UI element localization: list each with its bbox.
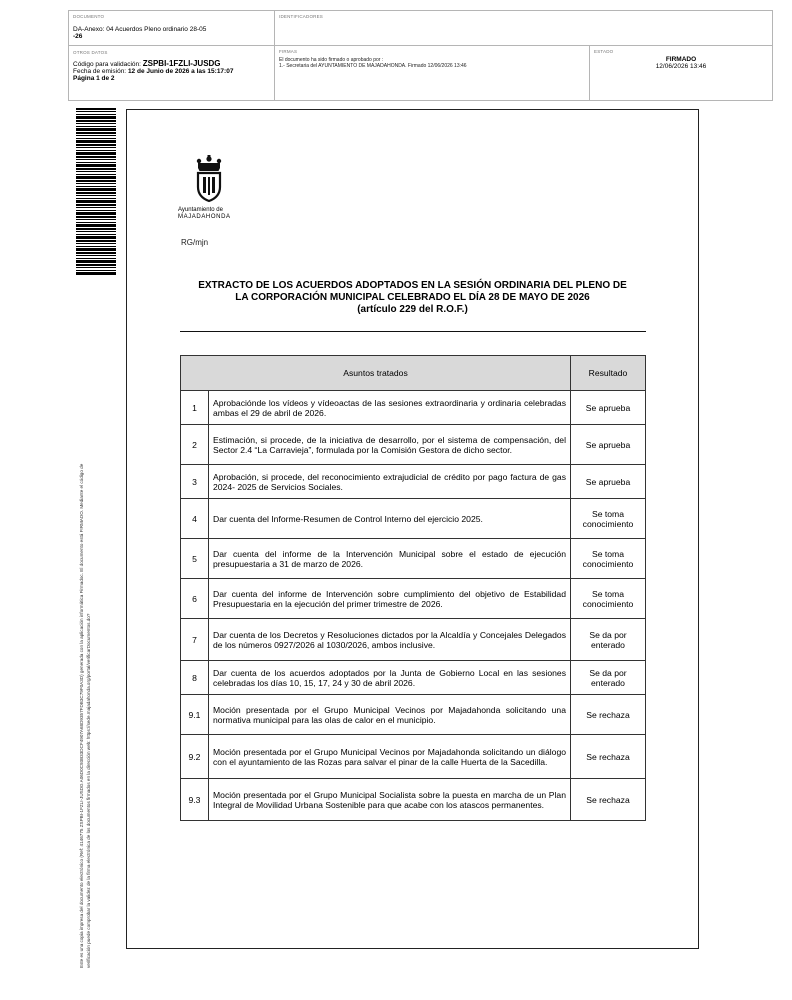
row-result: Se rechaza <box>571 779 646 821</box>
table-row <box>181 661 646 695</box>
row-description: Dar cuenta de los acuerdos adoptados por la Junta de Gobierno Local en las sesiones celebradas los días 10, 15, 17, 24 y 30 de abril 2026. <box>209 661 571 695</box>
status-cell <box>590 46 772 100</box>
row-number: 1 <box>181 391 209 425</box>
status-value: FIRMADO <box>665 56 697 63</box>
table-row <box>181 579 646 619</box>
title-divider <box>180 331 646 332</box>
row-description: Moción presentada por el Grupo Municipal Vecinos por Majadahonda solicitando un diálogo con el ayuntamiento de las Rozas para salvar el pinar de la calle Huerta de la Sacedilla. <box>209 735 571 779</box>
table-row <box>181 779 646 821</box>
document-name: DA-Anexo: 04 Acuerdos Pleno ordinario 28-05 -26 <box>73 26 207 40</box>
table-row <box>181 539 646 579</box>
signatures-caption: FIRMAS <box>279 49 298 54</box>
row-number: 3 <box>181 465 209 499</box>
column-header-resultado: Resultado <box>571 356 646 391</box>
other-data-caption: OTROS DATOS <box>73 50 108 55</box>
row-number: 9.1 <box>181 695 209 735</box>
agreements-table <box>180 355 646 821</box>
row-description: Aprobaciónde los vídeos y vídeoactas de las sesiones extraordinaria y ordinaria celebradas ambas el 29 de abril de 2026. <box>209 391 571 425</box>
row-number: 4 <box>181 499 209 539</box>
validation-code: Código para validación: ZSPBI-1FZLI-JUSDG <box>73 59 221 68</box>
table-row <box>181 391 646 425</box>
row-result: Se aprueba <box>571 425 646 465</box>
row-result: Se aprueba <box>571 391 646 425</box>
row-description: Moción presentada por el Grupo Municipal Socialista sobre la puesta en marcha de un Plan Integral de Movilidad Urbana Sostenible para que acabe con los atascos permanentes. <box>209 779 571 821</box>
row-result: Se toma conocimiento <box>571 539 646 579</box>
row-result: Se rechaza <box>571 695 646 735</box>
status-caption: ESTADO <box>594 49 614 54</box>
barcode-icon <box>76 108 116 276</box>
row-result: Se aprueba <box>571 465 646 499</box>
table-row <box>181 465 646 499</box>
document-cell <box>69 11 275 46</box>
row-description: Moción presentada por el Grupo Municipal Vecinos por Majadahonda solicitando una normativa municipal para las olas de calor en el municipio. <box>209 695 571 735</box>
row-number: 5 <box>181 539 209 579</box>
status-date: 12/06/2026 13:46 <box>655 63 707 70</box>
row-result: Se toma conocimiento <box>571 579 646 619</box>
row-result: Se rechaza <box>571 735 646 779</box>
other-data-cell <box>69 46 275 100</box>
table-row <box>181 619 646 661</box>
row-description: Dar cuenta del informe de Intervención sobre cumplimiento del objetivo de Estabilidad Presupuestaria en la ejecución del primer trimestre de 2026. <box>209 579 571 619</box>
row-description: Dar cuenta del Informe-Resumen de Control Interno del ejercicio 2025. <box>209 499 571 539</box>
reference-initials: RG/mjn <box>181 238 209 247</box>
row-number: 9.2 <box>181 735 209 779</box>
signatures-cell <box>275 46 590 100</box>
row-number: 6 <box>181 579 209 619</box>
document-caption: DOCUMENTO <box>73 14 105 19</box>
row-number: 2 <box>181 425 209 465</box>
row-description: Dar cuenta de los Decretos y Resoluciones dictados por la Alcaldía y Concejales Delegados de los números 0927/2026 al 1030/2026, ambos inclusive. <box>209 619 571 661</box>
table-row <box>181 499 646 539</box>
row-description: Dar cuenta del informe de la Intervención Municipal sobre el estado de ejecución presupuestaria a 31 de marzo de 2026. <box>209 539 571 579</box>
table-row <box>181 425 646 465</box>
signature-line: 1.- Secretaria del AYUNTAMIENTO DE MAJADAHONDA. Firmado 12/06/2026 13:46 <box>279 63 467 69</box>
row-number: 7 <box>181 619 209 661</box>
row-result: Se toma conocimiento <box>571 499 646 539</box>
column-header-asuntos: Asuntos tratados <box>181 356 571 391</box>
row-result: Se da por enterado <box>571 619 646 661</box>
table-row <box>181 695 646 735</box>
table-row <box>181 735 646 779</box>
table-header-row <box>181 356 646 391</box>
row-description: Aprobación, si procede, del reconocimiento extrajudicial de crédito por pago factura de gas 2024- 2025 de Servicios Sociales. <box>209 465 571 499</box>
row-number: 9.3 <box>181 779 209 821</box>
row-result: Se da por enterado <box>571 661 646 695</box>
signatures-intro: El documento ha sido firmado o aprobado por : <box>279 57 384 63</box>
identifiers-cell <box>275 11 772 46</box>
page-number: Página 1 de 2 <box>73 75 115 82</box>
identifiers-caption: IDENTIFICADORES <box>279 14 324 19</box>
row-description: Estimación, si procede, de la iniciativa de desarrollo, por el sistema de compensación, del Sector 2.4 “La Carravieja”, formulada por la Comisión Gestora de dicho sector. <box>209 425 571 465</box>
row-number: 8 <box>181 661 209 695</box>
issue-date: Fecha de emisión: 12 de Junio de 2026 a las 15:17:07 <box>73 68 234 75</box>
table-body <box>181 391 646 821</box>
signature-header <box>68 10 773 101</box>
logo-text: Ayuntamiento de MAJADAHONDA <box>178 207 231 220</box>
verification-side-text: Este es una copia impresa del documento electrónico (Ref: 4146775 ZSPBI-1FZLI-JUSDG A06D0C93B33DCF4907A68D9357FDB3C79F0A3D) generada con la aplicación informática Firmadoc. El documento está FIRMADO. Mediante el código de verificación puede comprobar la validez de la firma electrónica de los documentos firmados en la dirección web: https://sede.majadahonda.org/portal/verificarDocumentos.do? <box>79 463 91 968</box>
document-title: EXTRACTO DE LOS ACUERDOS ADOPTADOS EN LA SESIÓN ORDINARIA DEL PLENO DE LA CORPORACIÓN MUNICIPAL CELEBRADO EL DÍA 28 DE MAYO DE 2026 (artículo 229 del R.O.F.) <box>198 280 627 315</box>
